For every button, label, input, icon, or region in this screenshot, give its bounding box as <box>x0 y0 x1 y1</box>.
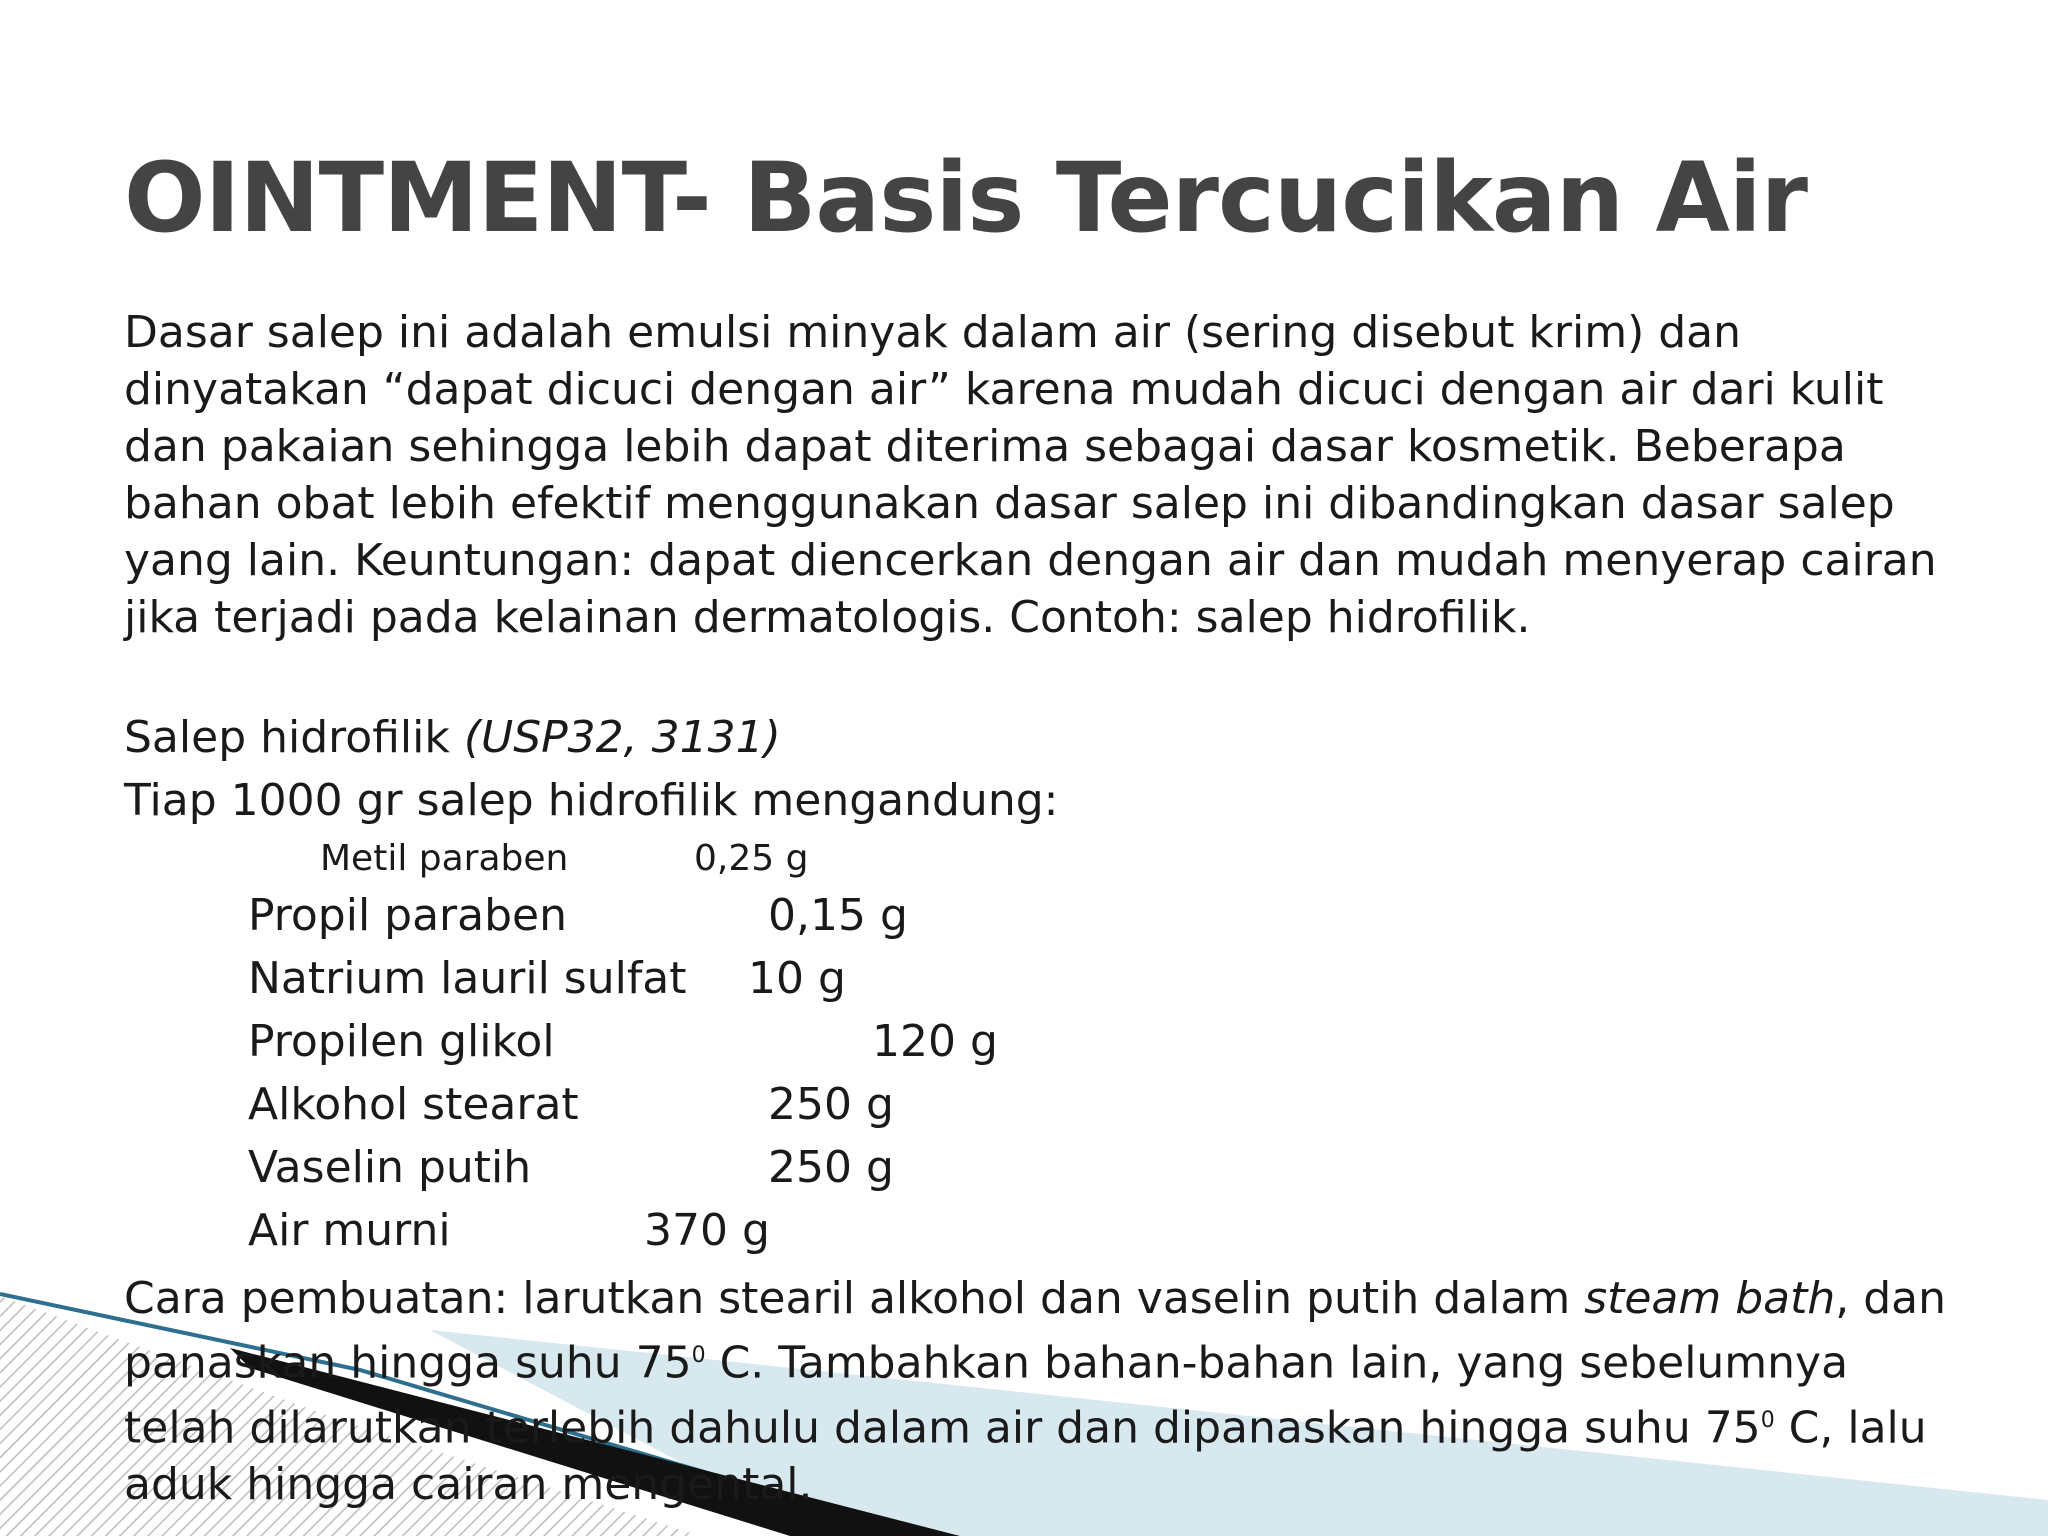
ingredient-name: Alkohol stearat <box>248 1079 579 1130</box>
recipe-intro: Tiap 1000 gr salep hidrofilik mengandung: <box>124 775 1059 826</box>
text-run: C, lalu <box>1774 1402 1927 1454</box>
recipe-reference: (USP32, 3131) <box>463 712 781 763</box>
recipe-heading <box>124 712 781 763</box>
ingredient-name: Propil paraben <box>248 890 567 941</box>
text-run: telah dilarutkan terlebih dahulu dalam air dan dipanaskan hingga suhu 75 <box>124 1402 1761 1454</box>
ingredient-amount: 250 g <box>768 1142 894 1193</box>
ingredient-name: Propilen glikol <box>248 1016 555 1067</box>
text-run: Cara pembuatan: larutkan stearil alkohol dan vaselin putih dalam <box>124 1273 1585 1324</box>
intro-line: dinyatakan “dapat dicuci dengan air” karena mudah dicuci dengan air dari kulit <box>124 364 1884 415</box>
preparation-line <box>124 1270 1946 1327</box>
ingredient-name: Metil paraben <box>320 838 569 879</box>
intro-line: bahan obat lebih efektif menggunakan dasar salep ini dibandingkan dasar salep <box>124 478 1895 529</box>
text-run: panaskan hingga suhu 75 <box>124 1337 692 1389</box>
preparation-line <box>124 1327 1946 1392</box>
ingredient-amount: 10 g <box>748 953 846 1004</box>
text-run: , dan <box>1835 1273 1947 1324</box>
ingredient-amount: 0,25 g <box>694 838 809 879</box>
ingredient-name: Air murni <box>248 1205 451 1256</box>
emphasis-text: steam bath <box>1584 1273 1836 1324</box>
ingredient-amount: 250 g <box>768 1079 894 1130</box>
preparation-line <box>124 1392 1946 1457</box>
recipe-name: Salep hidrofilik <box>124 712 464 763</box>
ingredient-amount: 370 g <box>644 1205 770 1256</box>
ingredient-name: Natrium lauril sulfat <box>248 953 687 1004</box>
intro-paragraph <box>124 304 1937 646</box>
superscript: 0 <box>1760 1407 1775 1433</box>
intro-line: Dasar salep ini adalah emulsi minyak dalam air (sering disebut krim) dan <box>124 307 1742 358</box>
ingredient-amount: 120 g <box>872 1016 998 1067</box>
slide-title: OINTMENT- Basis Tercucikan Air <box>124 142 1807 254</box>
text-run: C. Tambahkan bahan-bahan lain, yang sebelumnya <box>705 1337 1849 1389</box>
preparation-paragraph <box>124 1270 1946 1513</box>
intro-line: dan pakaian sehingga lebih dapat diterima sebagai dasar kosmetik. Beberapa <box>124 421 1846 472</box>
preparation-line: aduk hingga cairan mengental. <box>124 1459 813 1511</box>
ingredient-name: Vaselin putih <box>248 1142 532 1193</box>
intro-line: jika terjadi pada kelainan dermatologis. Contoh: salep hidrofilik. <box>124 592 1531 643</box>
ingredient-amount: 0,15 g <box>768 890 908 941</box>
superscript: 0 <box>691 1343 706 1368</box>
intro-line: yang lain. Keuntungan: dapat diencerkan dengan air dan mudah menyerap cairan <box>124 535 1937 586</box>
